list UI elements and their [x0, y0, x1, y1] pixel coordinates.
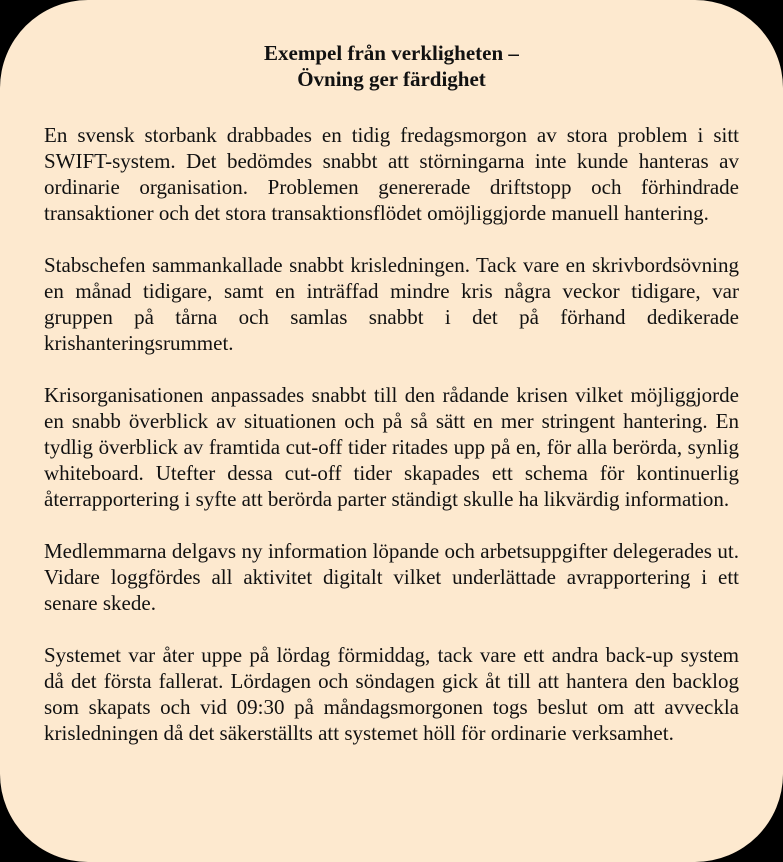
paragraph-crisis-team: Stabschefen sammankallade snabbt krisledningen. Tack vare en skrivbordsövning en månad tidigare, samt en inträffad mindre kris några veckor tidigare, var gruppen på tårna och samlas snabbt i det på förhand dedikerade krishanteringsrummet.	[44, 253, 739, 355]
paragraph-incident: En svensk storbank drabbades en tidig fredagsmorgon av stora problem i sitt SWIFT-system. Det bedömdes snabbt att störningarna inte kunde hanteras av ordinarie organisation. Problemen genererade driftstopp och förhindrade transaktioner och det stora transaktionsflödet omöjliggjorde manuell hantering.	[44, 123, 739, 225]
card-title-line-2: Övning ger färdighet	[297, 67, 486, 91]
paragraph-resolution: Systemet var åter uppe på lördag förmiddag, tack vare ett andra back-up system då det första fallerat. Lördagen och söndagen gick åt till att hantera den backlog som skapats och vid 09:30 på måndagsmorgonen togs beslut om att avveckla krisledningen då det säkerställts att systemet höll för ordinarie verksamhet.	[44, 643, 739, 745]
paragraph-organisation: Krisorganisationen anpassades snabbt till den rådande krisen vilket möjliggjorde en snabb överblick av situationen och på så sätt en mer stringent hantering. En tydlig överblick av framtida cut-off tider ritades upp på en, för alla berörda, synlig whiteboard. Utefter dessa cut-off tider skapades ett schema för kontinuerlig återrapportering i syfte att berörda parter ständigt skulle ha likvärdig information.	[44, 383, 739, 511]
card-title	[44, 40, 739, 92]
paragraph-delegation: Medlemmarna delgavs ny information löpande och arbetsuppgifter delegerades ut. Vidare loggfördes all aktivitet digitalt vilket underlättade avrapportering i ett senare skede.	[44, 539, 739, 615]
card-title-line-1: Exempel från verkligheten –	[264, 41, 519, 65]
